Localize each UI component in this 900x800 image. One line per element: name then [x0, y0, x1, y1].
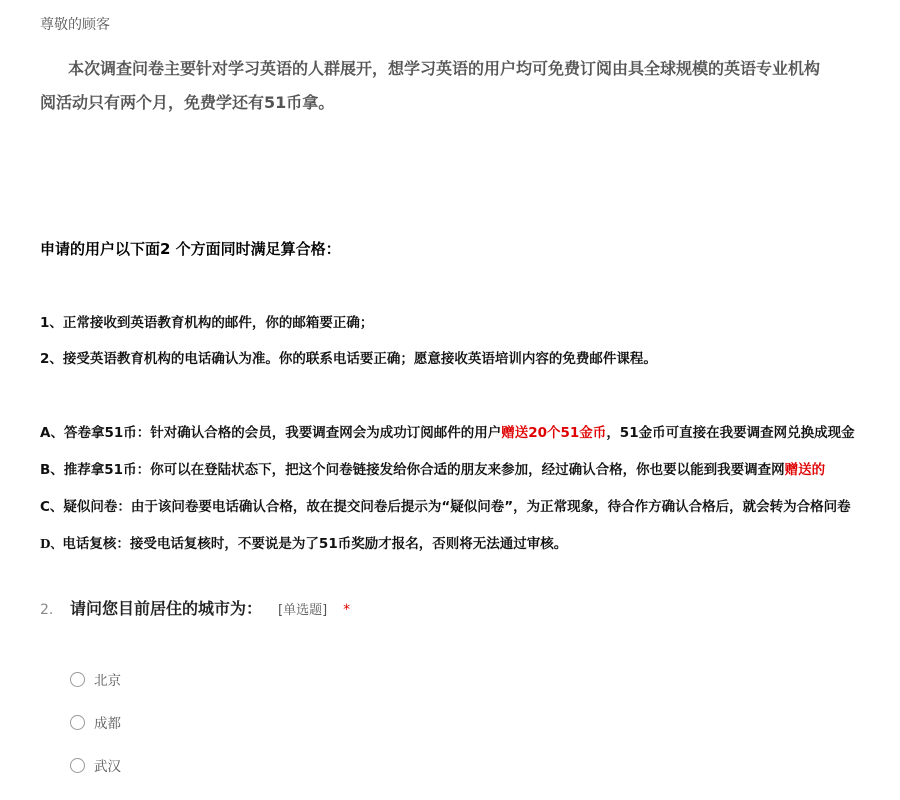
intro-line-2: 阅活动只有两个月，免费学还有51币拿。: [40, 93, 335, 112]
rule-a-suffix: ，51金币可直接在我要调查网兑换成现金: [606, 425, 855, 441]
rule-c: C、疑似问卷：由于该问卷要电话确认合格，故在提交问卷后提示为“疑似问卷”，为正常现象，待合作方确认合格后，就会转为合格问卷: [40, 499, 851, 515]
greeting: 尊敬的顾客: [40, 17, 110, 33]
requirements-title: 申请的用户以下面2 个方面同时满足算合格：: [40, 240, 341, 258]
radio-button[interactable]: [70, 672, 85, 687]
radio-button[interactable]: [70, 758, 85, 773]
requirement-item-1: 1、正常接收到英语教育机构的邮件，你的邮箱要正确；: [40, 315, 374, 331]
intro-line-1: 本次调查问卷主要针对学习英语的人群展开，想学习英语的用户均可免费订阅由具全球规模的英语专业机构: [68, 59, 821, 78]
question-text: 请问您目前居住的城市为：: [70, 599, 263, 618]
question-number: 2.: [40, 602, 54, 618]
requirement-item-2: 2、接受英语教育机构的电话确认为准。你的联系电话要正确；愿意接收英语培训内容的免费邮件课程。: [40, 351, 657, 367]
radio-button[interactable]: [70, 715, 85, 730]
option-label: 北京: [94, 673, 121, 689]
rule-d-label: D、: [40, 537, 63, 551]
rule-a-text: A、答卷拿51币：针对确认合格的会员，我要调查网会为成功订阅邮件的用户: [40, 425, 502, 441]
rule-b: [40, 458, 900, 478]
rule-b-text: B、推荐拿51币：你可以在登陆状态下，把这个问卷链接发给你合适的朋友来参加，经过确认合格，你也要以能到我要调查网: [40, 462, 785, 478]
required-mark: *: [343, 602, 351, 618]
rule-a-highlight: 赠送20个51金币: [501, 425, 607, 441]
rule-a: [40, 421, 900, 441]
rule-d-text: 电话复核：接受电话复核时，不要说是为了51币奖励才报名，否则将无法通过审核。: [62, 536, 568, 552]
option-label: 武汉: [94, 759, 121, 775]
option-label: 成都: [94, 716, 121, 732]
intro-paragraph: [40, 52, 900, 120]
option-beijing[interactable]: [70, 669, 121, 689]
option-chengdu[interactable]: [70, 712, 121, 732]
option-wuhan[interactable]: [70, 755, 121, 775]
question-header: [40, 596, 350, 619]
rule-d: [40, 532, 900, 552]
rule-b-highlight: 赠送的: [784, 462, 826, 478]
question-type: [单选题]: [278, 603, 328, 618]
